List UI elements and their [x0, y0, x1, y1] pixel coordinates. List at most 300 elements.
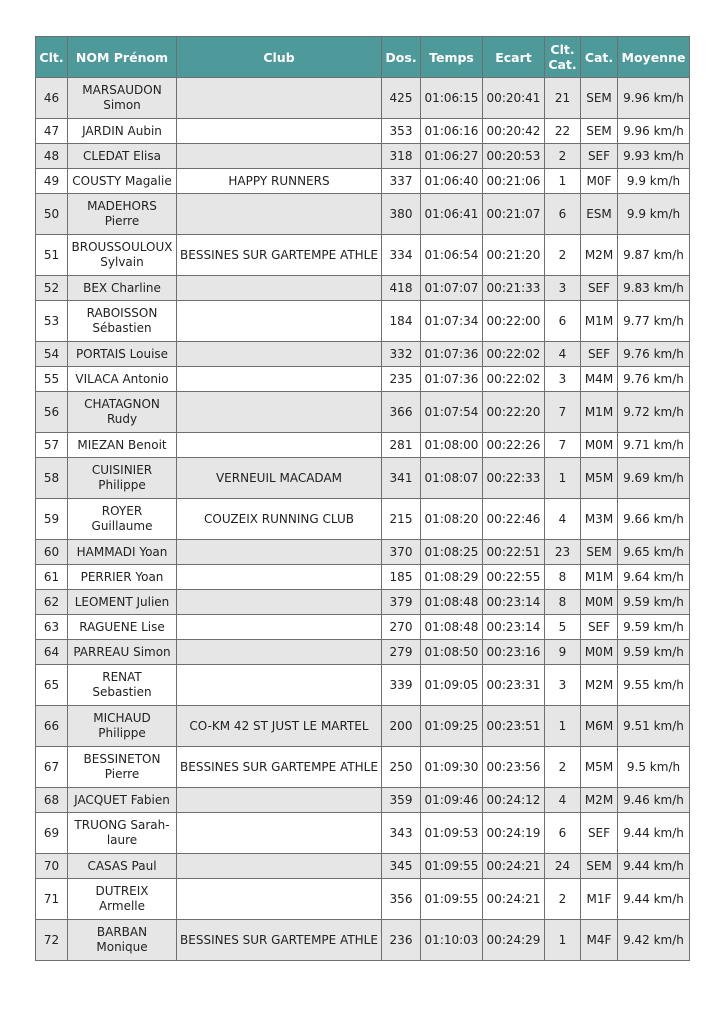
table-row	[36, 119, 690, 144]
cell-category: M1M	[581, 565, 618, 590]
cell-name-line1: LEOMENT Julien	[74, 594, 170, 609]
cell-club	[177, 565, 382, 590]
cell-category-rank: 21	[545, 78, 581, 119]
cell-average-speed: 9.46 km/h	[618, 788, 690, 813]
cell-rank: 65	[36, 665, 68, 706]
cell-average-speed: 9.96 km/h	[618, 78, 690, 119]
table-row	[36, 747, 690, 788]
cell-time: 01:08:48	[421, 590, 483, 615]
table-row	[36, 78, 690, 119]
cell-category: SEM	[581, 119, 618, 144]
cell-name-line1: BESSINETON	[83, 752, 161, 766]
cell-club	[177, 144, 382, 169]
cell-category-rank: 6	[545, 813, 581, 854]
cell-bib: 270	[382, 615, 421, 640]
cell-average-speed: 9.44 km/h	[618, 854, 690, 879]
results-table	[35, 36, 690, 961]
cell-gap: 00:21:06	[483, 169, 545, 194]
cell-category: M0M	[581, 640, 618, 665]
table-row	[36, 665, 690, 706]
cell-bib: 279	[382, 640, 421, 665]
cell-rank: 52	[36, 276, 68, 301]
cell-club: BESSINES SUR GARTEMPE ATHLE	[177, 920, 382, 961]
cell-name	[68, 854, 177, 879]
cell-time: 01:09:55	[421, 879, 483, 920]
cell-bib: 359	[382, 788, 421, 813]
cell-category: M2M	[581, 235, 618, 276]
cell-name	[68, 194, 177, 235]
cell-name-line1: CASAS Paul	[87, 858, 157, 873]
cell-bib: 343	[382, 813, 421, 854]
cell-club	[177, 392, 382, 433]
cell-club	[177, 879, 382, 920]
cell-club	[177, 194, 382, 235]
cell-time: 01:07:34	[421, 301, 483, 342]
cell-club	[177, 813, 382, 854]
cell-category-rank: 8	[545, 590, 581, 615]
cell-bib: 353	[382, 119, 421, 144]
cell-time: 01:06:41	[421, 194, 483, 235]
cell-average-speed: 9.64 km/h	[618, 565, 690, 590]
cell-bib: 318	[382, 144, 421, 169]
cell-bib: 425	[382, 78, 421, 119]
cell-bib: 356	[382, 879, 421, 920]
cell-average-speed: 9.83 km/h	[618, 276, 690, 301]
cell-category-rank: 1	[545, 458, 581, 499]
cell-bib: 334	[382, 235, 421, 276]
cell-club	[177, 301, 382, 342]
cell-name-line2: Guillaume	[91, 519, 153, 533]
cell-bib: 200	[382, 706, 421, 747]
cell-average-speed: 9.59 km/h	[618, 590, 690, 615]
table-row	[36, 458, 690, 499]
cell-category: M4F	[581, 920, 618, 961]
table-row	[36, 706, 690, 747]
header-average-speed: Moyenne	[618, 37, 690, 78]
table-row	[36, 788, 690, 813]
cell-club	[177, 276, 382, 301]
table-row	[36, 640, 690, 665]
cell-rank: 70	[36, 854, 68, 879]
cell-category: M5M	[581, 747, 618, 788]
cell-time: 01:06:15	[421, 78, 483, 119]
cell-club: CO-KM 42 ST JUST LE MARTEL	[177, 706, 382, 747]
cell-category-rank: 2	[545, 879, 581, 920]
cell-name	[68, 433, 177, 458]
cell-category-rank: 23	[545, 540, 581, 565]
table-row	[36, 590, 690, 615]
cell-time: 01:06:16	[421, 119, 483, 144]
cell-name-line1: COUSTY Magalie	[72, 173, 172, 188]
cell-bib: 185	[382, 565, 421, 590]
cell-bib: 184	[382, 301, 421, 342]
cell-average-speed: 9.76 km/h	[618, 367, 690, 392]
table-row	[36, 301, 690, 342]
cell-category-rank: 7	[545, 433, 581, 458]
cell-time: 01:07:36	[421, 367, 483, 392]
cell-name	[68, 169, 177, 194]
cell-name-line2: Sebastien	[92, 685, 152, 699]
cell-bib: 250	[382, 747, 421, 788]
cell-average-speed: 9.72 km/h	[618, 392, 690, 433]
cell-average-speed: 9.9 km/h	[618, 194, 690, 235]
cell-category: SEM	[581, 78, 618, 119]
cell-rank: 58	[36, 458, 68, 499]
cell-category-rank: 4	[545, 342, 581, 367]
cell-name-line2: Monique	[96, 940, 148, 954]
cell-category-rank: 6	[545, 194, 581, 235]
cell-club	[177, 665, 382, 706]
cell-category-rank: 5	[545, 615, 581, 640]
cell-name-line1: BARBAN	[96, 925, 148, 939]
cell-rank: 60	[36, 540, 68, 565]
cell-bib: 370	[382, 540, 421, 565]
cell-time: 01:09:53	[421, 813, 483, 854]
cell-name	[68, 813, 177, 854]
cell-category: ESM	[581, 194, 618, 235]
cell-average-speed: 9.42 km/h	[618, 920, 690, 961]
cell-category-rank: 1	[545, 920, 581, 961]
cell-category: M2M	[581, 788, 618, 813]
cell-category: M4M	[581, 367, 618, 392]
cell-bib: 366	[382, 392, 421, 433]
header-category-rank-line2: Cat.	[548, 57, 577, 72]
cell-name-line2: Sébastien	[92, 321, 152, 335]
cell-bib: 337	[382, 169, 421, 194]
cell-club	[177, 615, 382, 640]
cell-rank: 71	[36, 879, 68, 920]
cell-name-line1: HAMMADI Yoan	[76, 544, 168, 559]
cell-average-speed: 9.71 km/h	[618, 433, 690, 458]
cell-category-rank: 24	[545, 854, 581, 879]
cell-name-line1: BROUSSOULOUX	[71, 240, 173, 254]
table-body	[36, 78, 690, 961]
cell-gap: 00:24:21	[483, 854, 545, 879]
cell-gap: 00:23:14	[483, 615, 545, 640]
table-row	[36, 433, 690, 458]
cell-time: 01:08:25	[421, 540, 483, 565]
cell-time: 01:08:50	[421, 640, 483, 665]
cell-category-rank: 6	[545, 301, 581, 342]
cell-rank: 61	[36, 565, 68, 590]
cell-name-line2: Sylvain	[100, 255, 144, 269]
cell-name-line1: CUISINIER	[91, 463, 153, 477]
cell-gap: 00:24:19	[483, 813, 545, 854]
cell-name-line1: MADEHORS	[87, 199, 157, 213]
cell-name	[68, 301, 177, 342]
cell-gap: 00:21:07	[483, 194, 545, 235]
cell-average-speed: 9.5 km/h	[618, 747, 690, 788]
table-row	[36, 879, 690, 920]
cell-time: 01:09:55	[421, 854, 483, 879]
cell-average-speed: 9.76 km/h	[618, 342, 690, 367]
cell-name	[68, 276, 177, 301]
cell-category-rank: 1	[545, 706, 581, 747]
table-row	[36, 392, 690, 433]
cell-bib: 332	[382, 342, 421, 367]
cell-average-speed: 9.9 km/h	[618, 169, 690, 194]
header-category-rank	[545, 37, 581, 78]
cell-gap: 00:22:55	[483, 565, 545, 590]
cell-average-speed: 9.87 km/h	[618, 235, 690, 276]
cell-gap: 00:21:20	[483, 235, 545, 276]
cell-name	[68, 392, 177, 433]
cell-club: BESSINES SUR GARTEMPE ATHLE	[177, 235, 382, 276]
cell-name-line1: CHATAGNON	[84, 397, 160, 411]
cell-category-rank: 2	[545, 747, 581, 788]
cell-gap: 00:22:00	[483, 301, 545, 342]
cell-gap: 00:21:33	[483, 276, 545, 301]
cell-name-line2: Philippe	[98, 726, 146, 740]
cell-name-line1: RABOISSON	[86, 306, 158, 320]
cell-category: SEF	[581, 342, 618, 367]
cell-name-line2: Philippe	[98, 478, 146, 492]
cell-rank: 54	[36, 342, 68, 367]
cell-bib: 380	[382, 194, 421, 235]
cell-name	[68, 458, 177, 499]
cell-name	[68, 640, 177, 665]
cell-bib: 345	[382, 854, 421, 879]
cell-rank: 49	[36, 169, 68, 194]
table-row	[36, 499, 690, 540]
cell-rank: 47	[36, 119, 68, 144]
cell-name	[68, 788, 177, 813]
cell-club: COUZEIX RUNNING CLUB	[177, 499, 382, 540]
cell-time: 01:07:07	[421, 276, 483, 301]
cell-category-rank: 7	[545, 392, 581, 433]
cell-rank: 50	[36, 194, 68, 235]
cell-bib: 236	[382, 920, 421, 961]
cell-time: 01:08:20	[421, 499, 483, 540]
cell-club	[177, 788, 382, 813]
cell-name	[68, 144, 177, 169]
cell-name-line1: ROYER	[101, 504, 143, 518]
cell-category-rank: 3	[545, 276, 581, 301]
cell-category: M3M	[581, 499, 618, 540]
cell-average-speed: 9.44 km/h	[618, 879, 690, 920]
cell-rank: 68	[36, 788, 68, 813]
cell-category-rank: 8	[545, 565, 581, 590]
cell-gap: 00:24:12	[483, 788, 545, 813]
cell-rank: 59	[36, 499, 68, 540]
cell-name	[68, 367, 177, 392]
cell-gap: 00:23:31	[483, 665, 545, 706]
cell-name-line1: JARDIN Aubin	[82, 123, 162, 138]
cell-name-line1: RENAT	[102, 670, 142, 684]
cell-time: 01:06:54	[421, 235, 483, 276]
cell-bib: 379	[382, 590, 421, 615]
cell-club	[177, 342, 382, 367]
cell-gap: 00:24:21	[483, 879, 545, 920]
cell-average-speed: 9.59 km/h	[618, 640, 690, 665]
cell-time: 01:10:03	[421, 920, 483, 961]
cell-category: SEF	[581, 813, 618, 854]
cell-name-line1: PARREAU Simon	[73, 644, 171, 659]
cell-average-speed: 9.93 km/h	[618, 144, 690, 169]
cell-name	[68, 615, 177, 640]
cell-name	[68, 665, 177, 706]
cell-name-line1: JACQUET Fabien	[74, 792, 170, 807]
cell-time: 01:08:29	[421, 565, 483, 590]
cell-club	[177, 640, 382, 665]
cell-club	[177, 854, 382, 879]
table-row	[36, 342, 690, 367]
cell-name-line1: DUTREIX	[95, 884, 149, 898]
cell-rank: 64	[36, 640, 68, 665]
cell-bib: 281	[382, 433, 421, 458]
cell-name-line1: MIEZAN Benoit	[77, 437, 167, 452]
cell-gap: 00:22:46	[483, 499, 545, 540]
cell-gap: 00:20:41	[483, 78, 545, 119]
cell-time: 01:09:46	[421, 788, 483, 813]
header-club: Club	[177, 37, 382, 78]
cell-category-rank: 2	[545, 235, 581, 276]
cell-average-speed: 9.96 km/h	[618, 119, 690, 144]
cell-category: M1F	[581, 879, 618, 920]
cell-category: M1M	[581, 392, 618, 433]
cell-name-line1: BEX Charline	[83, 280, 161, 295]
table-row	[36, 169, 690, 194]
cell-category-rank: 3	[545, 367, 581, 392]
cell-rank: 62	[36, 590, 68, 615]
cell-name-line1: CLEDAT Elisa	[83, 148, 161, 163]
cell-category: SEF	[581, 276, 618, 301]
table-row	[36, 615, 690, 640]
cell-gap: 00:22:26	[483, 433, 545, 458]
cell-category-rank: 22	[545, 119, 581, 144]
cell-average-speed: 9.69 km/h	[618, 458, 690, 499]
cell-rank: 55	[36, 367, 68, 392]
cell-category: SEF	[581, 615, 618, 640]
cell-gap: 00:22:20	[483, 392, 545, 433]
cell-gap: 00:24:29	[483, 920, 545, 961]
cell-rank: 66	[36, 706, 68, 747]
cell-bib: 418	[382, 276, 421, 301]
cell-gap: 00:23:14	[483, 590, 545, 615]
cell-name	[68, 342, 177, 367]
cell-club	[177, 590, 382, 615]
cell-category: M2M	[581, 665, 618, 706]
table-row	[36, 813, 690, 854]
cell-name-line2: Rudy	[106, 412, 138, 426]
cell-name-line1: PERRIER Yoan	[80, 569, 164, 584]
cell-name-line1: TRUONG Sarah-	[74, 818, 170, 832]
cell-name-line1: RAGUENE Lise	[79, 619, 165, 634]
table-header-row	[36, 37, 690, 78]
header-time: Temps	[421, 37, 483, 78]
cell-rank: 53	[36, 301, 68, 342]
cell-name-line1: VILACA Antonio	[75, 371, 169, 386]
cell-gap: 00:22:33	[483, 458, 545, 499]
table-row	[36, 144, 690, 169]
cell-name	[68, 565, 177, 590]
cell-name-line1: PORTAIS Louise	[75, 346, 169, 361]
cell-average-speed: 9.66 km/h	[618, 499, 690, 540]
cell-rank: 46	[36, 78, 68, 119]
cell-category: M0M	[581, 590, 618, 615]
cell-average-speed: 9.55 km/h	[618, 665, 690, 706]
cell-gap: 00:20:42	[483, 119, 545, 144]
cell-time: 01:09:30	[421, 747, 483, 788]
table-row	[36, 920, 690, 961]
cell-name	[68, 920, 177, 961]
table-row	[36, 367, 690, 392]
cell-name-line1: MICHAUD	[93, 711, 151, 725]
cell-name-line2: Simon	[103, 98, 141, 112]
table-row	[36, 565, 690, 590]
header-gap: Ecart	[483, 37, 545, 78]
cell-bib: 339	[382, 665, 421, 706]
cell-category: M5M	[581, 458, 618, 499]
cell-rank: 69	[36, 813, 68, 854]
cell-time: 01:08:07	[421, 458, 483, 499]
cell-club	[177, 540, 382, 565]
cell-time: 01:06:40	[421, 169, 483, 194]
cell-name	[68, 706, 177, 747]
cell-gap: 00:23:51	[483, 706, 545, 747]
cell-category-rank: 1	[545, 169, 581, 194]
cell-club: BESSINES SUR GARTEMPE ATHLE	[177, 747, 382, 788]
cell-rank: 67	[36, 747, 68, 788]
cell-club	[177, 433, 382, 458]
cell-club: HAPPY RUNNERS	[177, 169, 382, 194]
cell-category: SEM	[581, 854, 618, 879]
table-row	[36, 194, 690, 235]
cell-time: 01:07:36	[421, 342, 483, 367]
cell-category: SEF	[581, 144, 618, 169]
cell-category: SEM	[581, 540, 618, 565]
cell-gap: 00:22:02	[483, 342, 545, 367]
cell-name-line2: Pierre	[104, 214, 140, 228]
header-category-rank-line1: Clt.	[550, 42, 575, 57]
table-row	[36, 276, 690, 301]
cell-category: M6M	[581, 706, 618, 747]
cell-average-speed: 9.65 km/h	[618, 540, 690, 565]
cell-gap: 00:23:16	[483, 640, 545, 665]
cell-category-rank: 9	[545, 640, 581, 665]
cell-name	[68, 119, 177, 144]
cell-average-speed: 9.51 km/h	[618, 706, 690, 747]
cell-rank: 57	[36, 433, 68, 458]
cell-name-line2: laure	[106, 833, 138, 847]
cell-bib: 215	[382, 499, 421, 540]
cell-name-line2: Pierre	[104, 767, 140, 781]
cell-average-speed: 9.77 km/h	[618, 301, 690, 342]
cell-gap: 00:20:53	[483, 144, 545, 169]
cell-time: 01:07:54	[421, 392, 483, 433]
cell-club	[177, 78, 382, 119]
table-row	[36, 854, 690, 879]
cell-category-rank: 2	[545, 144, 581, 169]
cell-club	[177, 119, 382, 144]
header-rank: Clt.	[36, 37, 68, 78]
cell-name	[68, 747, 177, 788]
cell-rank: 72	[36, 920, 68, 961]
cell-bib: 341	[382, 458, 421, 499]
cell-time: 01:08:00	[421, 433, 483, 458]
cell-name-line2: Armelle	[98, 899, 146, 913]
cell-name-line1: MARSAUDON	[82, 83, 162, 97]
cell-name	[68, 590, 177, 615]
cell-name	[68, 879, 177, 920]
table-row	[36, 235, 690, 276]
cell-time: 01:09:05	[421, 665, 483, 706]
cell-bib: 235	[382, 367, 421, 392]
cell-category: M0M	[581, 433, 618, 458]
cell-category-rank: 3	[545, 665, 581, 706]
cell-time: 01:09:25	[421, 706, 483, 747]
cell-club: VERNEUIL MACADAM	[177, 458, 382, 499]
